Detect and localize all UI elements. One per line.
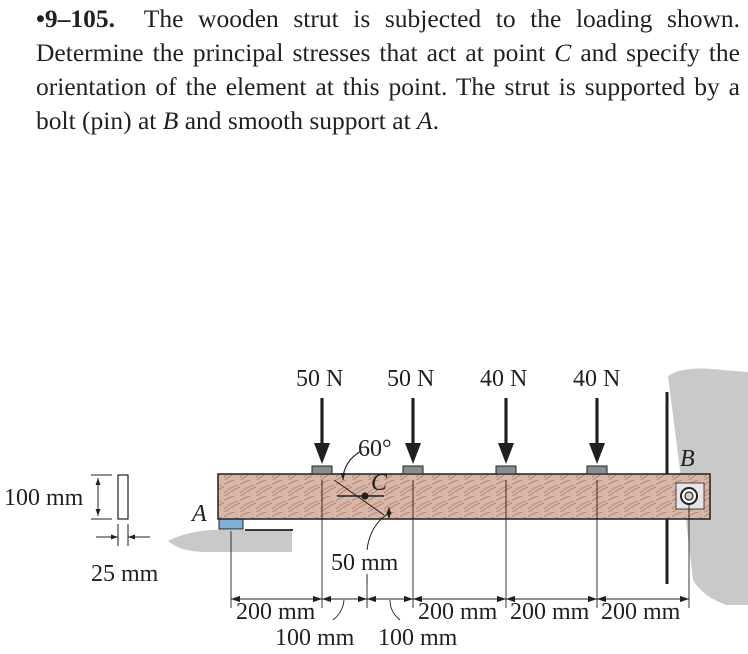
dim-label-3: 200 mm [418, 599, 498, 625]
dim-label-5: 200 mm [601, 599, 681, 625]
section-height-text: 100 mm [4, 485, 84, 511]
point-b-ref: B [162, 106, 179, 135]
section-width-label: 25 mm [91, 561, 159, 587]
dim-label-2a: 100 mm [275, 625, 355, 651]
load-label-1: 50 N [296, 366, 344, 392]
angle-label: 60° [358, 436, 392, 462]
bolt-pin-inner [685, 492, 693, 500]
load-pad-2 [403, 466, 423, 474]
load-pad-4 [587, 466, 607, 474]
label-c: C [371, 470, 388, 496]
load-label-2: 50 N [387, 366, 435, 392]
load-arrow-3 [498, 398, 514, 464]
load-pad-3 [496, 466, 516, 474]
dim-label-1: 200 mm [236, 599, 316, 625]
point-a-ref: A [417, 106, 433, 135]
load-arrow-2 [405, 398, 421, 464]
point-c-ref: C [554, 38, 572, 67]
problem-number: •9–105. [36, 4, 116, 33]
problem-text-2: and specify the orientation of the element at this point. The strut is supported by a bolt (pin) at [36, 38, 740, 135]
label-b: B [680, 446, 695, 472]
load-pad-1 [312, 466, 332, 474]
strut-grain [219, 475, 709, 518]
leader-100-left [333, 600, 344, 620]
point-c-dot [361, 492, 368, 499]
c-depth-label: 50 mm [331, 550, 399, 576]
leader-100-right [390, 600, 400, 620]
problem-text-1: The wooden strut is subjected to the loading shown. Determine the principal stresses that act at point [36, 4, 740, 67]
dim-label-4: 200 mm [510, 599, 590, 625]
load-label-3: 40 N [480, 366, 528, 392]
label-a: A [192, 501, 207, 527]
cross-section [118, 475, 128, 519]
dim-label-2b: 100 mm [378, 625, 458, 651]
problem-text-4: . [432, 106, 439, 135]
load-arrow-4 [589, 398, 605, 464]
problem-text-3: and smooth support at [178, 106, 418, 135]
ground-support-a [168, 530, 292, 552]
smooth-support-pad [219, 519, 243, 529]
load-arrow-1 [314, 398, 330, 464]
load-label-4: 40 N [573, 366, 621, 392]
